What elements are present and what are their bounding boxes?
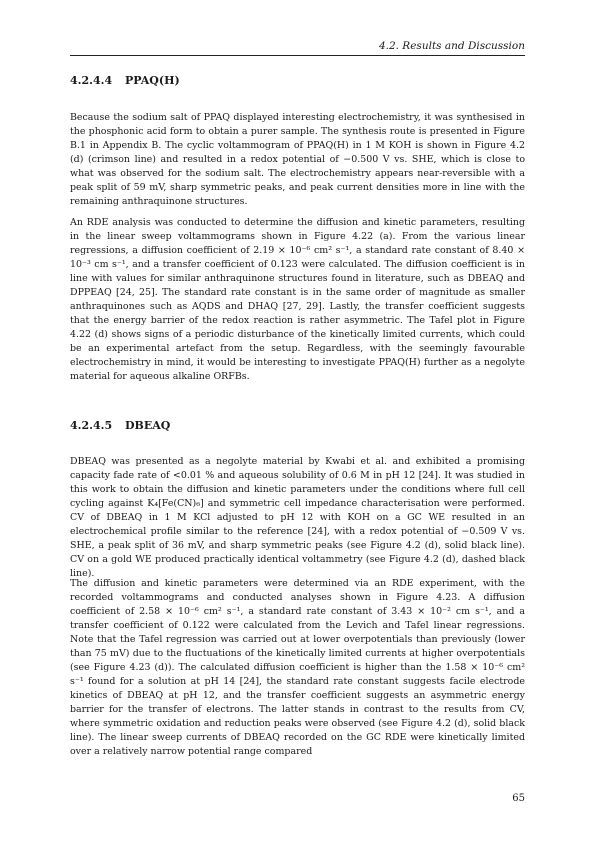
- section-title: PPAQ(H): [125, 74, 180, 87]
- page-number: 65: [512, 793, 525, 804]
- section-title: DBEAQ: [125, 419, 171, 432]
- paragraph-dbeaq-intro: DBEAQ was presented as a negolyte material by Kwabi et al. and exhibited a promising capacity fade rate of <0.01 % and aqueous solubility of 0.6 M in pH 12 [24]. It was studied in this work to obtain the diffusion and kinetic parameters under the conditions where full cell cycling against K₄[Fe(CN)₆] and symmetric cell impedance characterisation were performed. CV of DBEAQ in 1 M KCl adjusted to pH 12 with KOH on a GC WE resulted in an electrochemical profile similar to the reference [24], with a redox potential of −0.509 V vs. SHE, a peak split of 36 mV, and sharp symmetric peaks (see Figure 4.2 (d), solid black line). CV on a gold WE produced practically identical voltammetry (see Figure 4.2 (d), dashed black line).: [70, 456, 525, 579]
- section-heading-dbeaq: [70, 419, 170, 432]
- section-number: 4.2.4.4: [70, 74, 113, 87]
- header-rule: [70, 55, 525, 56]
- paragraph-ppaq-intro: Because the sodium salt of PPAQ displayed interesting electrochemistry, it was synthesised in the phosphonic acid form to obtain a purer sample. The synthesis route is presented in Figure B.1 in Appendix B. The cyclic voltammogram of PPAQ(H) in 1 M KOH is shown in Figure 4.2 (d) (crimson line) and resulted in a redox potential of −0.500 V vs. SHE, which is close to what was observed for the sodium salt. The electrochemistry appears near-reversible with a peak split of 59 mV, sharp symmetric peaks, and peak current densities more in line with the remaining anthraquinone structures.: [70, 112, 525, 207]
- section-number: 4.2.4.5: [70, 419, 113, 432]
- paragraph-ppaq-rde: An RDE analysis was conducted to determine the diffusion and kinetic parameters, resulting in the linear sweep voltammograms shown in Figure 4.22 (a). From the various linear regressions, a diffusion coefficient of 2.19 × 10⁻⁶ cm² s⁻¹, a standard rate constant of 8.40 × 10⁻³ cm s⁻¹, and a transfer coefficient of 0.123 were calculated. The diffusion coefficient is in line with values for similar anthraquinone structures found in literature, such as DBEAQ and DPPEAQ [24, 25]. The standard rate constant is in the same order of magnitude as smaller anthraquinones such as AQDS and DHAQ [27, 29]. Lastly, the transfer coefficient suggests that the energy barrier of the redox reaction is rather asymmetric. The Tafel plot in Figure 4.22 (d) shows signs of a periodic disturbance of the kinetically limited currents, which could be an experimental artefact from the setup. Regardless, with the seemingly favourable electrochemistry in mind, it would be interesting to investigate PPAQ(H) further as a negolyte material for aqueous alkaline ORFBs.: [70, 217, 525, 382]
- paragraph-dbeaq-rde: The diffusion and kinetic parameters were determined via an RDE experiment, with the recorded voltammograms and conducted analyses shown in Figure 4.23. A diffusion coefficient of 2.58 × 10⁻⁶ cm² s⁻¹, a standard rate constant of 3.43 × 10⁻² cm s⁻¹, and a transfer coefficient of 0.122 were calculated from the Levich and Tafel linear regressions. Note that the Tafel regression was carried out at lower overpotentials than previously (lower than 75 mV) due to the fluctuations of the kinetically limited currents at higher overpotentials (see Figure 4.23 (d)). The calculated diffusion coefficient is higher than the 1.58 × 10⁻⁶ cm² s⁻¹ found for a solution at pH 14 [24], the standard rate constant suggests facile electrode kinetics of DBEAQ at pH 12, and the transfer coefficient suggests an asymmetric energy barrier for the transfer of electrons. The latter stands in contrast to the results from CV, where symmetric oxidation and reduction peaks were observed (see Figure 4.2 (d), solid black line). The linear sweep currents of DBEAQ recorded on the GC RDE were kinetically limited over a relatively narrow potential range compared: [70, 578, 525, 757]
- running-header: 4.2. Results and Discussion: [378, 40, 525, 52]
- section-heading-ppaq: [70, 74, 180, 87]
